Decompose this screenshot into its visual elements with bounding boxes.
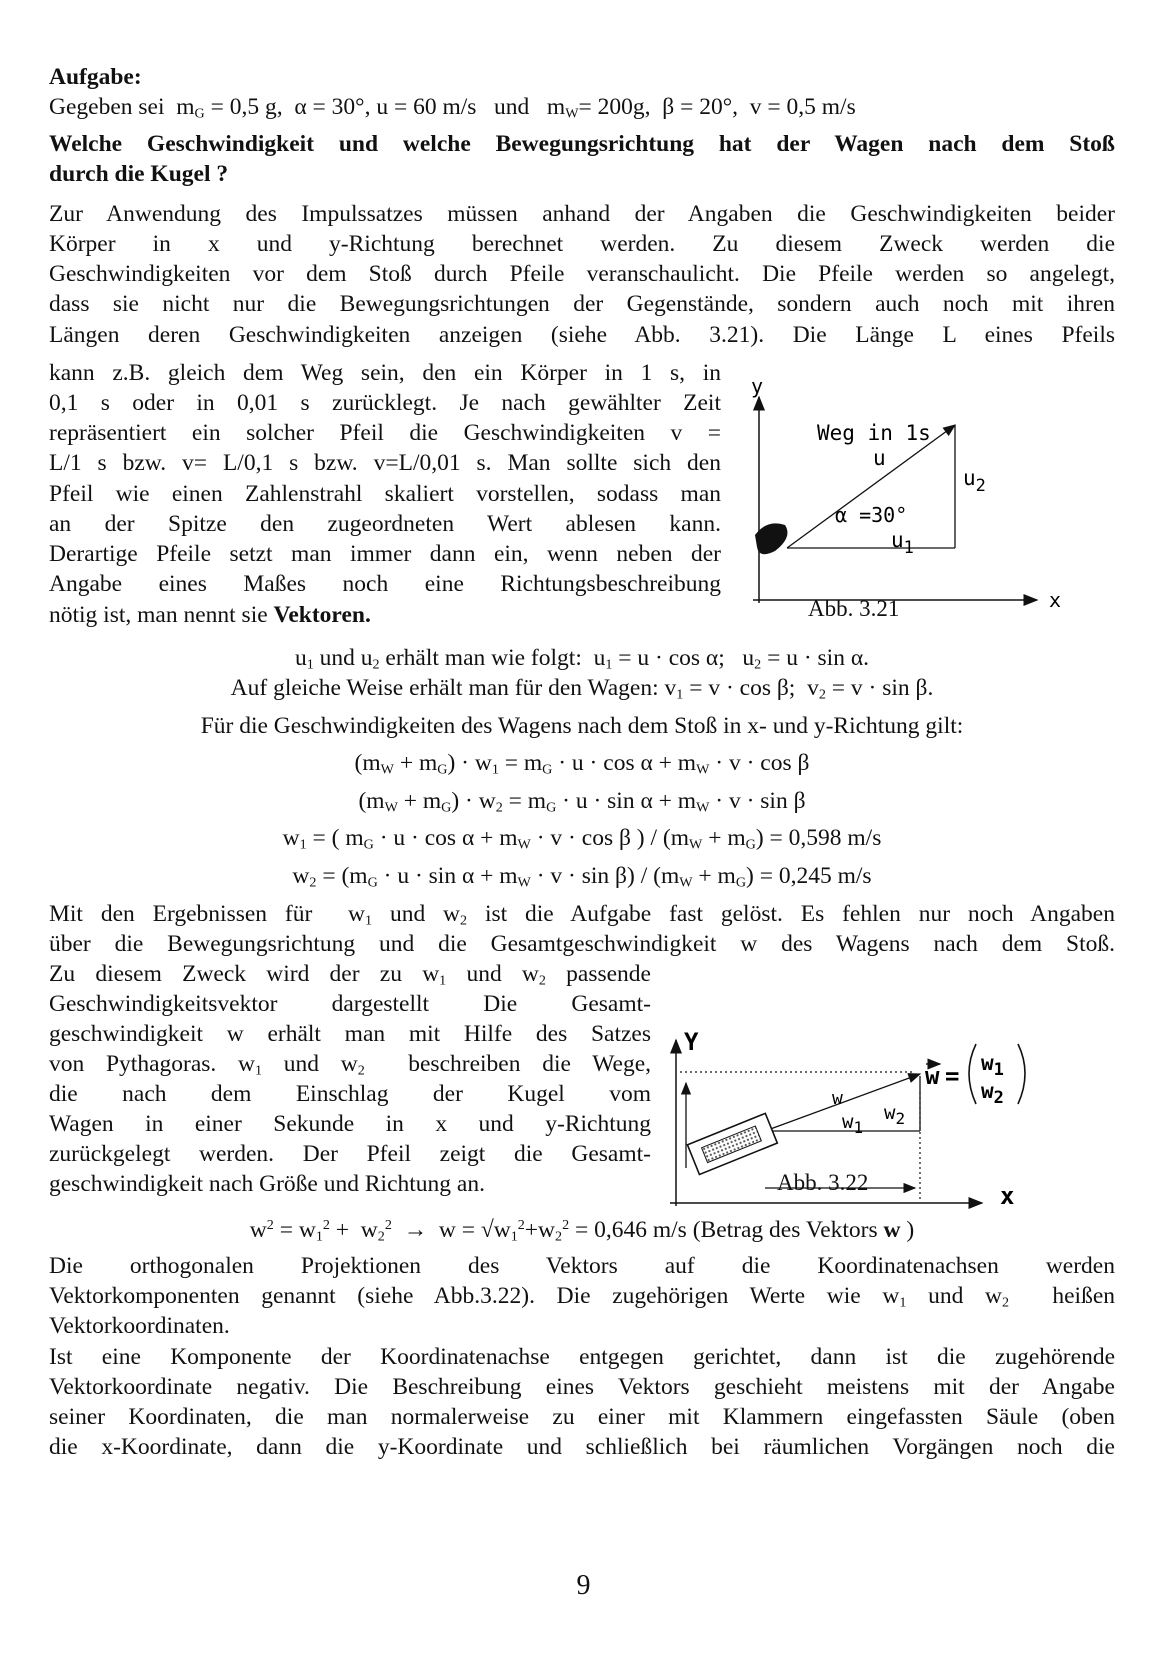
vector-bottom: $w_2$ bbox=[981, 1079, 1004, 1108]
para2-line-3: repräsentiert ein solcher Pfeil die Geschwindigkeiten v = bbox=[49, 420, 721, 446]
u-label: u bbox=[873, 446, 886, 470]
figure-3-22-caption: Abb. 3.22 bbox=[777, 1170, 869, 1195]
para5-line-1: Die orthogonalen Projektionen des Vektors auf die Koordinatenachsen werden bbox=[49, 1253, 1115, 1279]
ball-shape bbox=[755, 523, 787, 554]
svg-text:=: = bbox=[945, 1062, 960, 1090]
para2-line-5: Pfeil wie einen Zahlenstrahl skaliert vorstellen, sodass man bbox=[49, 481, 721, 507]
u-components-eq: $u_1$ und $u_2$ erhält man wie folgt: $u_1 = u \cdot \cos \alpha$; $u_2 = u \cdot \sin \alpha$. bbox=[294, 645, 870, 673]
angle-label: α =30° bbox=[835, 503, 908, 527]
para2-line-1: kann z.B. gleich dem Weg sein, den ein Körper in 1 s, in bbox=[49, 360, 721, 386]
para4-line-6: Wagen in einer Sekunde in x und y-Richtung bbox=[49, 1111, 651, 1137]
para6-line-2: Vektorkoordinate negativ. Die Beschreibung eines Vektors geschieht meistens mit der Angabe bbox=[49, 1374, 1115, 1400]
para6-line-1: Ist eine Komponente der Koordinatenachse entgegen gerichtet, dann ist die zugehörende bbox=[49, 1344, 1115, 1370]
para6-line-4: die x-Koordinate, dann die y-Koordinate und schließlich bei räumlichen Vorgängen noch die bbox=[49, 1434, 1115, 1460]
para1-line-3: Geschwindigkeiten vor dem Stoß durch Pfeile veranschaulicht. Die Pfeile werden so angelegt, bbox=[49, 261, 1115, 287]
question-line-1: Welche Geschwindigkeit und welche Bewegungsrichtung hat der Wagen nach dem Stoß bbox=[49, 131, 1115, 157]
para4-line-7: zurückgelegt werden. Der Pfeil zeigt die Gesamt- bbox=[49, 1141, 651, 1167]
para2-line-2: 0,1 s oder in 0,01 s zurücklegt. Je nach gewählter Zeit bbox=[49, 390, 721, 416]
vector-notation bbox=[925, 1044, 1025, 1108]
equations-intro: Für die Geschwindigkeiten des Wagens nach dem Stoß in x- und y-Richtung gilt: bbox=[200, 713, 964, 739]
para2-line-4: L/1 s bzw. v= L/0,1 s bzw. v=L/0,01 s. Man sollte sich den bbox=[49, 450, 721, 476]
u1-label: $u_1$ bbox=[891, 528, 914, 558]
figure-3-21-caption: Abb. 3.21 bbox=[808, 596, 900, 621]
pythagoras-eq: $w^2 = w_1^2 + w_2^2 \to w = √w_1^2+w_2^2 = 0,646$ m/s (Betrag des Vektors w ) bbox=[249, 1216, 915, 1245]
weg-label: Weg in 1s bbox=[817, 421, 931, 445]
vector-top: $w_1$ bbox=[981, 1051, 1004, 1080]
para2-line-9: nötig ist, man nennt sie Vektoren. bbox=[49, 602, 371, 628]
para2-line-6: an der Spitze den zugeordneten Wert ablesen kann. bbox=[49, 511, 721, 537]
x-axis-label: x bbox=[1049, 588, 1062, 612]
para3-line-1: Mit den Ergebnissen für $w_1$ und $w_2$ ist die Aufgabe fast gelöst. Es fehlen nur noch Angaben bbox=[49, 901, 1115, 929]
y-axis-label: Y bbox=[684, 1028, 699, 1056]
wagon-shape bbox=[687, 1113, 777, 1174]
task-heading: Aufgabe: bbox=[49, 64, 142, 90]
v-components-eq: Auf gleiche Weise erhält man für den Wagen: $v_1 = v \cdot \cos \beta$; $v_2 = v \cdot \sin \beta$. bbox=[230, 675, 934, 703]
para5-line-2: Vektorkomponenten genannt (siehe Abb.3.22). Die zugehörigen Werte wie $w_1$ und $w_2$ heißen bbox=[49, 1283, 1115, 1311]
para1-line-1: Zur Anwendung des Impulssatzes müssen anhand der Angaben die Geschwindigkeiten beider bbox=[49, 201, 1115, 227]
para2-line-7: Derartige Pfeile setzt man immer dann ein, wenn neben der bbox=[49, 541, 721, 567]
w2-label: $w_2$ bbox=[884, 1102, 906, 1128]
para6-line-3: seiner Koordinaten, die man normalerweise zu einer mit Klammern eingefassten Säule (oben bbox=[49, 1404, 1115, 1430]
x-axis-label: x bbox=[1000, 1182, 1015, 1210]
para2-line-8: Angabe eines Maßes noch eine Richtungsbeschreibung bbox=[49, 571, 721, 597]
para3-line-2: über die Bewegungsrichtung und die Gesamtgeschwindigkeit w des Wagens nach dem Stoß. bbox=[49, 931, 1115, 957]
w1-label: $w_1$ bbox=[842, 1111, 864, 1137]
momentum-eq-x: $(m_W + m_G) \cdot w_1 = m_G \cdot u \cdot \cos \alpha + m_W \cdot v \cdot \cos \beta$ bbox=[354, 750, 810, 778]
para5-line-3: Vektorkoordinaten. bbox=[49, 1313, 230, 1339]
momentum-eq-y: $(m_W + m_G) \cdot w_2 = m_G \cdot u \cdot \sin \alpha + m_W \cdot v \cdot \sin \beta$ bbox=[358, 788, 806, 816]
question-line-2: durch die Kugel ? bbox=[49, 161, 229, 187]
vector-w-symbol: w bbox=[925, 1062, 940, 1090]
para1-line-5: Längen deren Geschwindigkeiten anzeigen (siehe Abb. 3.21). Die Länge L eines Pfeils bbox=[49, 322, 1115, 348]
figure-3-22 bbox=[670, 1028, 1110, 1213]
para1-line-2: Körper in x und y-Richtung berechnet werden. Zu diesem Zweck werden die bbox=[49, 231, 1115, 257]
given-values: Gegeben sei $m_G = 0,5$ g, α = 30°, u = 60 m/s und $m_W= 200g$, β = 20°, v = 0,5 m/s bbox=[49, 94, 856, 122]
w1-eq: $w_1$ = ( $m_G \cdot u \cdot \cos \alpha + m_W \cdot v \cdot \cos \beta$ ) / $(m_W + m_G) = 0,598$ m/s bbox=[282, 825, 882, 853]
u2-label: $u_2$ bbox=[963, 466, 986, 496]
para4-line-4: von Pythagoras. $w_1$ und $w_2$ beschreiben die Wege, bbox=[49, 1051, 651, 1079]
para4-line-8: geschwindigkeit nach Größe und Richtung an. bbox=[49, 1171, 485, 1197]
para4-line-5: die nach dem Einschlag der Kugel vom bbox=[49, 1081, 651, 1107]
para1-line-4: dass sie nicht nur die Bewegungsrichtungen der Gegenstände, sondern auch noch mit ihren bbox=[49, 291, 1115, 317]
para4-line-2: Geschwindigkeitsvektor dargestellt Die Gesamt- bbox=[49, 991, 651, 1017]
page-number: 9 bbox=[576, 1570, 591, 1601]
figure-3-21 bbox=[745, 375, 1075, 615]
w2-eq: $w_2 = (m_G \cdot u \cdot \sin \alpha + m_W \cdot v \cdot \sin \beta) / (m_W + m_G) = 0,245$ m/s bbox=[292, 863, 872, 891]
para4-line-1: Zu diesem Zweck wird der zu $w_1$ und $w_2$ passende bbox=[49, 961, 651, 989]
w-label: w bbox=[832, 1088, 843, 1109]
y-axis-label: y bbox=[751, 375, 764, 398]
para4-line-3: geschwindigkeit w erhält man mit Hilfe des Satzes bbox=[49, 1021, 651, 1047]
